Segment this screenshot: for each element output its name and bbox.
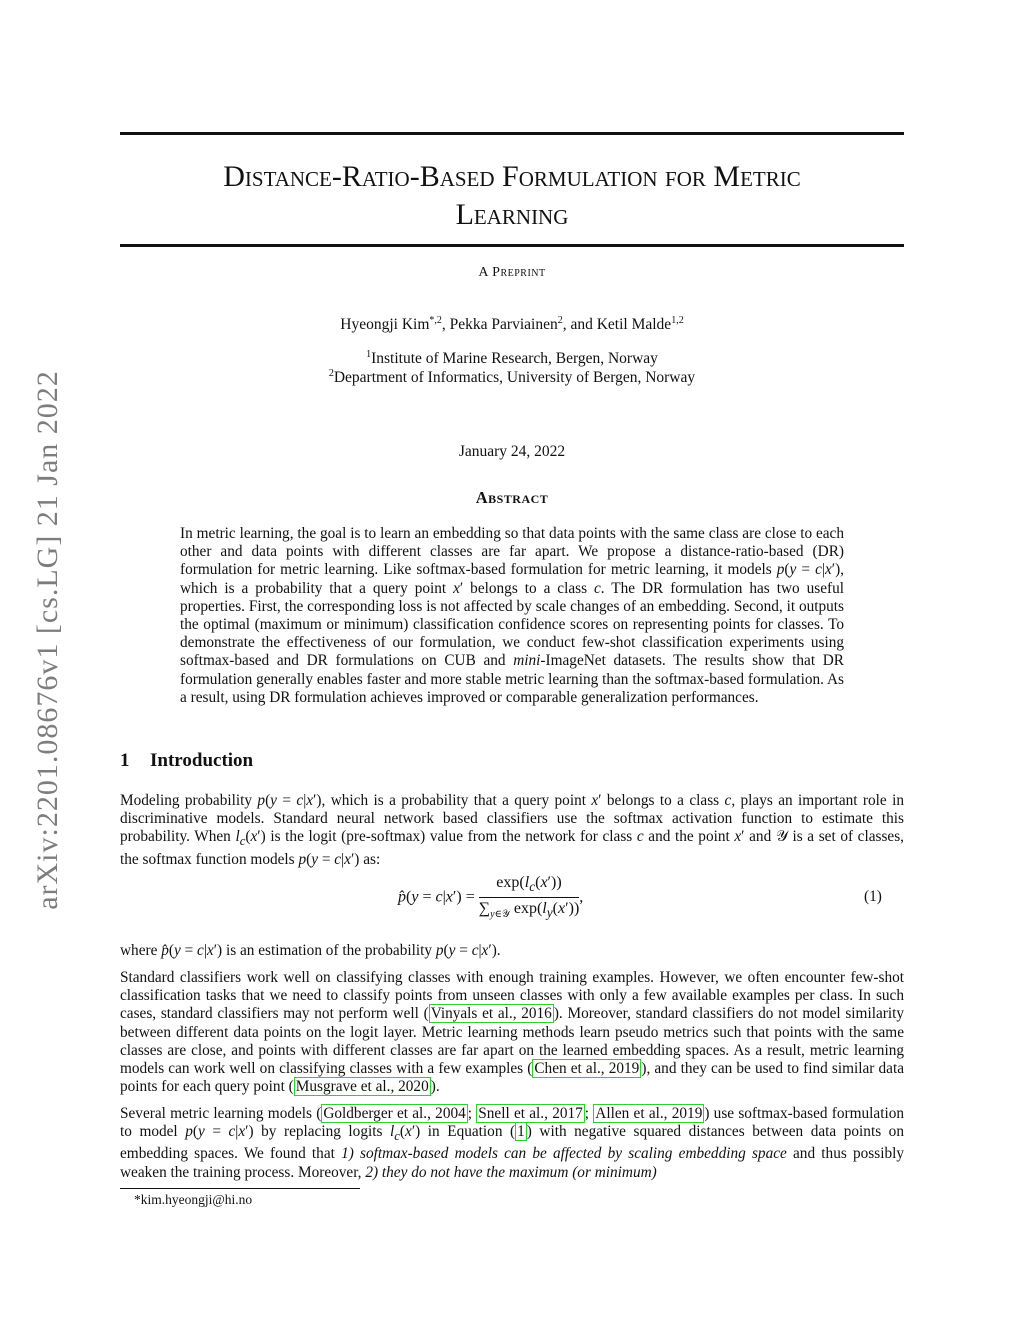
author-affiliation-mark: *,2 [429,315,442,326]
title-line-2: Learning [455,198,569,231]
author-name: Hyeongji Kim [340,316,430,334]
footnote-email: *kim.hyeongji@hi.no [134,1192,253,1207]
footnote-rule [120,1188,360,1189]
citation-link[interactable]: Chen et al., 2019 [534,1060,640,1078]
equation-reference-link[interactable]: 1 [517,1123,525,1141]
citation-link[interactable]: Vinyals et al., 2016 [430,1005,552,1023]
author-list: Hyeongji Kim$^{*,2}$, Pekka Parviainen$^2$, and Ketil Malde$^{1,2}$ [340,315,684,334]
author-affiliation-mark: 1,2 [671,315,684,326]
abstract-heading: Abstract [475,488,549,507]
preprint-label: A Preprint [478,265,546,280]
intro-paragraph-2: where p̂(y = c|x′) is an estimation of the probability p(y = c|x′). [120,942,501,959]
intro-paragraph-1: Modeling probability p(y = c|x′), which is a probability that a query point x′ belongs to a class c, plays an important role in discriminative models. Standard neural network based classifiers use the softmax activation function to estimate this probability. When $l_c(x')$ is the logit (pre-softmax) value from the network for class c and the point x′ and 𝒴 is a set of classes, the softmax function models p(y = c|x′) as: [120,792,904,868]
intro-paragraph-4: Several metric learning models ( Goldberger et al., 2004 ; Snell et al., 2017 ; Allen et al., 2019 ) use softmax-based formulation to model p(y = c|x′) by replacing logits $l_c(x')$ in Equation ( 1 ) with negative squared distances between data points on embedding spaces. We found that 1) softmax-based models can be affected by scaling embedding space and thus possibly weaken the training process. Moreover, 2) they do not have the maximum (or minimum) [120,1105,904,1181]
affiliation-1: $^1$Institute of Marine Research, Bergen, Norway [366,349,658,368]
equation-number: (1) [864,888,882,905]
citation-link[interactable]: Goldberger et al., 2004 [323,1105,466,1122]
paper-title [120,158,904,234]
arxiv-identifier: arXiv:2201.08676v1 [cs.LG] 21 Jan 2022 [31,370,64,910]
citation-link[interactable]: Allen et al., 2019 [595,1105,703,1122]
equation-1: p̂(y = c|x′) = $\frac{\exp(l_c(x'))}{\sum_{y\in 𝒴} \exp(l_y(x'))}$ , [398,874,584,921]
affiliation-2: $^2$Department of Informatics, University of Bergen, Norway [328,368,696,387]
intro-paragraph-3: Standard classifiers work well on classifying classes with enough training examples. However, we often encounter few-shot classification tasks that we need to classify points from unseen classes with only a few available examples per class. In such cases, standard classifiers may not perform well ( Vinyals et al., 2016 ). Moreover, standard classifiers do not model similarity between different data points on the logit layer. Metric learning methods learn pseudo metrics such that points with the same classes are close, and points with different classes are far apart on the learned embedding spaces. As a result, metric learning models can work well on classifying classes with a few examples ( Chen et al., 2019 ), and they can be used to find similar data points for each query point ( Musgrave et al., 2020 ). [120,969,904,1096]
title-bottom-rule [120,244,904,247]
author-affiliation-mark: 2 [557,315,563,326]
equation-fraction: $\frac{\exp(l_c(x'))}{\sum_{y\in 𝒴} \exp(l_y(x'))}$ [478,874,580,921]
author-name: Pekka Parviainen [449,316,558,334]
citation-link[interactable]: Snell et al., 2017 [478,1105,583,1122]
abstract-body: In metric learning, the goal is to learn an embedding so that data points with the same class are close to each other and data points with different classes are far apart. We propose a distance-ratio-based (DR) formulation for metric learning. Like softmax-based formulation for metric learning, it models p(y = c|x′), which is a probability that a query point x′ belongs to a class c. The DR formulation has two useful properties. First, the corresponding loss is not affected by scale changes of an embedding. Second, it outputs the optimal (maximum or minimum) classification confidence scores on representing points for classes. To demonstrate the effectiveness of our formulation, we conduct few-shot classification experiments using softmax-based and DR formulations on CUB and mini-ImageNet datasets. The results show that DR formulation generally enables faster and more stable metric learning than the softmax-based formulation. As a result, using DR formulation achieves improved or comparable generalization performances. [180,525,844,706]
section-heading-introduction: 1 Introduction [120,750,254,771]
title-top-rule [120,132,904,135]
title-line-1: Distance-Ratio-Based Formulation for Metric [223,160,801,193]
citation-link[interactable]: Musgrave et al., 2020 [295,1078,429,1096]
publication-date: January 24, 2022 [458,443,566,460]
author-name: and Ketil Malde [570,316,672,334]
